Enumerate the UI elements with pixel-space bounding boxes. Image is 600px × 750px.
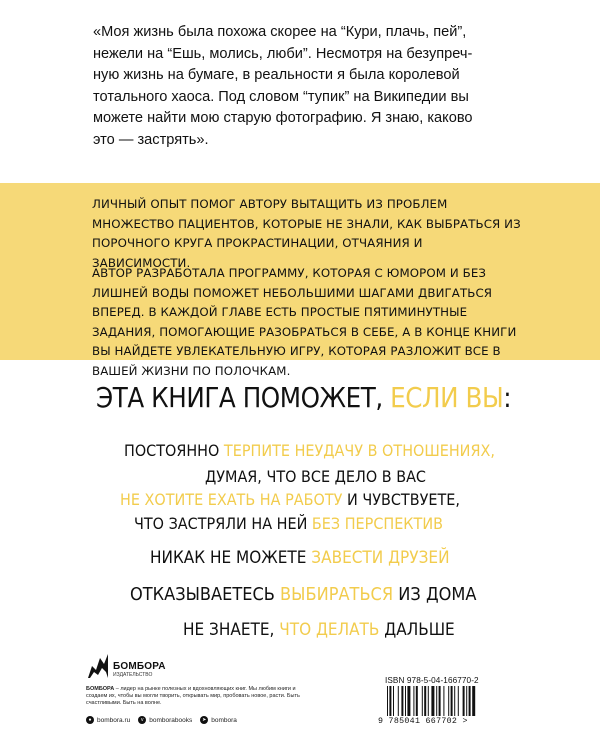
description-paragraph-1: ЛИЧНЫЙ ОПЫТ ПОМОГ АВТОРУ ВЫТАЩИТЬ ИЗ ПРОБЛЕМ МНОЖЕСТВО ПАЦИЕНТОВ, КОТОРЫЕ НЕ ЗНАЛИ, КАК ВЫБРАТЬСЯ ИЗ ПОРОЧНОГО КРУГА ПРОКРАСТИНАЦИИ, ОТЧАЯНИЯ И ЗАВИСИМОСТИ.	[92, 197, 521, 270]
blurb-text: – лидер на рынке полезных и вдохновляющих книг. Мы любим книги и создаем их, чтобы вы могли творить, открывать мир, пробовать новое, расти. Быть счастливыми. Быть на волне.	[86, 686, 300, 707]
list-item	[120, 490, 460, 509]
isbn-label: ISBN 978-5-04-166770-2	[385, 676, 479, 685]
bombora-logo-icon	[86, 652, 110, 680]
barcode-number: 9 785041 667702 >	[378, 717, 468, 726]
list-item	[183, 620, 455, 640]
publisher-name: БОМБОРА	[113, 661, 166, 672]
social-telegram[interactable]	[200, 716, 237, 724]
author-quote	[93, 22, 533, 151]
social-links	[86, 716, 237, 724]
social-label: bombora	[211, 716, 237, 724]
item-text: ПОСТОЯННО	[124, 441, 220, 460]
item-highlight: ЗАВЕСТИ ДРУЗЕЙ	[311, 548, 450, 568]
item-text: ОТКАЗЫВАЕТЕСЬ	[130, 584, 275, 605]
quote-line: «Моя жизнь была похожа скорее на “Кури, плачь, пей”,	[93, 24, 467, 40]
quote-line: можете найти мою старую фотографию. Я знаю, каково	[93, 110, 473, 126]
social-website[interactable]	[86, 716, 130, 724]
telegram-icon: ➤	[202, 717, 207, 723]
item-text: ЧТО ЗАСТРЯЛИ НА НЕЙ	[134, 514, 308, 533]
item-text: ДУМАЯ, ЧТО ВСЕ ДЕЛО В ВАС	[205, 467, 426, 486]
social-label: bomborabooks	[149, 716, 193, 724]
quote-line: это — застрять».	[93, 131, 209, 148]
publisher-logo	[86, 652, 166, 684]
social-vk[interactable]	[138, 716, 192, 724]
headline-black: ЭТА КНИГА ПОМОЖЕТ,	[96, 381, 383, 414]
publisher-blurb	[86, 686, 316, 708]
item-text: ДАЛЬШЕ	[384, 620, 455, 640]
globe-icon: ●	[86, 716, 94, 724]
item-text: ИЗ ДОМА	[398, 584, 477, 605]
list-item	[130, 584, 476, 605]
quote-line: нежели на “Ешь, молись, люби”. Несмотря на безупреч-	[93, 45, 473, 62]
barcode	[385, 686, 507, 720]
headline-colon: :	[503, 381, 512, 414]
vk-icon: v	[138, 716, 146, 724]
headline-yellow: ЕСЛИ ВЫ	[390, 381, 504, 414]
social-label: bombora.ru	[97, 716, 131, 724]
item-highlight: ВЫБИРАТЬСЯ	[280, 584, 394, 605]
item-highlight: НЕ ХОТИТЕ ЕХАТЬ НА РАБОТУ	[120, 490, 343, 509]
item-highlight: ЧТО ДЕЛАТЬ	[279, 620, 380, 640]
item-text: НИКАК НЕ МОЖЕТЕ	[150, 548, 307, 568]
list-item	[205, 467, 426, 486]
item-text: НЕ ЗНАЕТЕ,	[183, 620, 275, 640]
item-highlight: БЕЗ ПЕРСПЕКТИВ	[311, 514, 443, 533]
item-highlight: ТЕРПИТЕ НЕУДАЧУ В ОТНОШЕНИЯХ,	[223, 441, 495, 460]
list-item	[150, 548, 450, 568]
quote-line: ную жизнь на бумаге, в реальности я была королевой	[93, 67, 460, 83]
headline	[96, 381, 511, 414]
quote-line: тотального хаоса. Под словом “тупик” на Википедии вы	[93, 88, 469, 105]
list-item	[134, 514, 443, 533]
description-panel	[0, 183, 600, 378]
item-text: И ЧУВСТВУЕТЕ,	[346, 490, 460, 509]
list-item	[124, 441, 495, 460]
blurb-bold: БОМБОРА	[86, 686, 115, 692]
publisher-subtitle: ИЗДАТЕЛЬСТВО	[113, 672, 153, 678]
description-paragraph-2: АВТОР РАЗРАБОТАЛА ПРОГРАММУ, КОТОРАЯ С ЮМОРОМ И БЕЗ ЛИШНЕЙ ВОДЫ ПОМОЖЕТ НЕБОЛЬШИМИ ШАГАМИ ДВИГАТЬСЯ ВПЕРЕД. В КАЖДОЙ ГЛАВЕ ЕСТЬ ПРОСТЫЕ ПЯТИМИНУТНЫЕ ЗАДАНИЯ, ПОМОГАЮЩИЕ РАЗОБРАТЬСЯ В СЕБЕ, А В КОНЦЕ КНИГИ ВЫ НАЙДЕТЕ УВЛЕКАТЕЛЬНУЮ ИГРУ, КОТОРАЯ РАЗЛОЖИТ ВСЕ В ВАШЕЙ ЖИЗНИ ПО ПОЛОЧКАМ.	[92, 266, 517, 378]
